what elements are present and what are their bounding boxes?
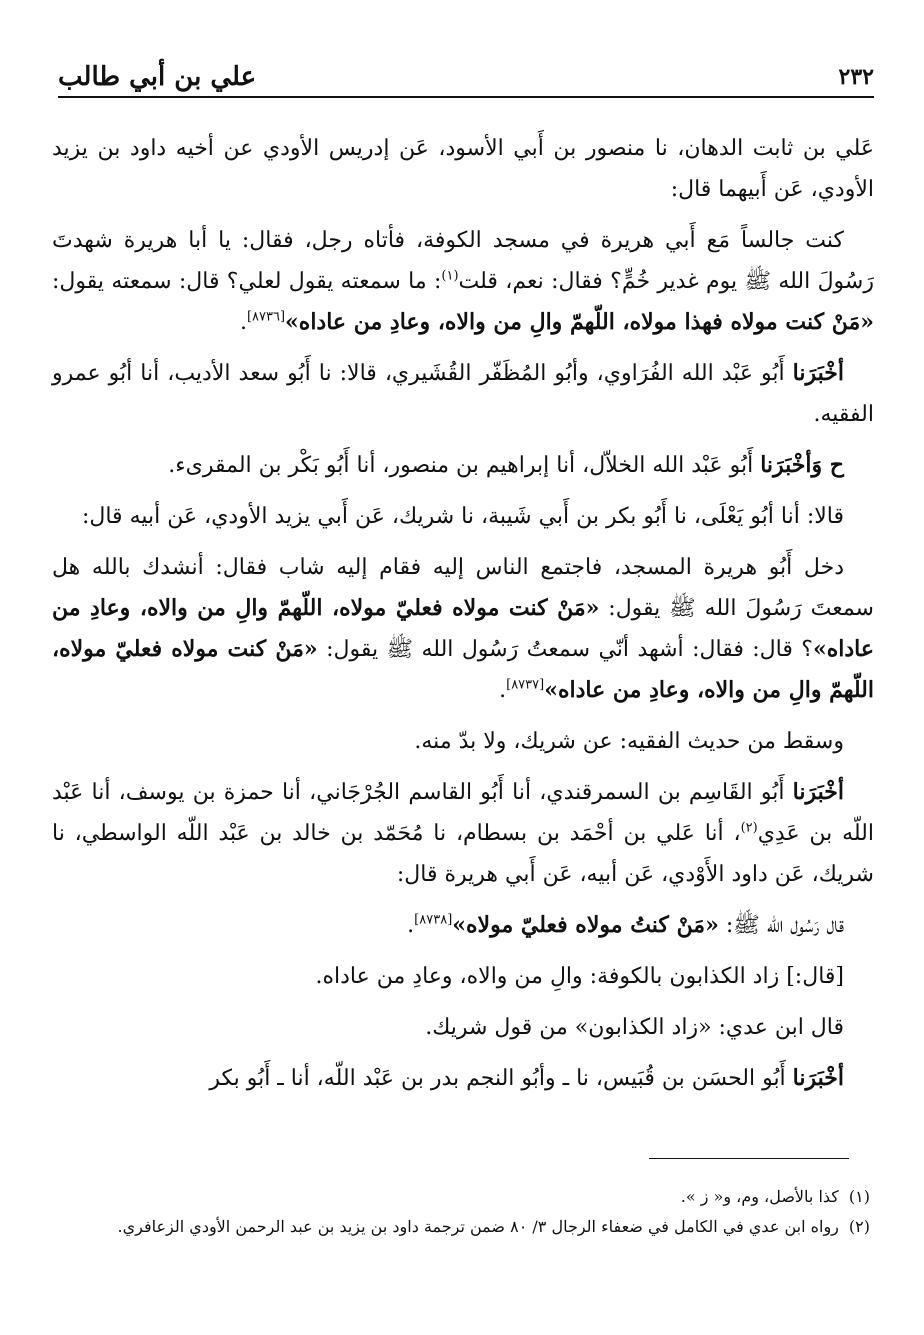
footnote-2	[56, 1212, 870, 1242]
paragraph-note	[52, 721, 874, 762]
akhbarana-keyword: أخْبَرَنا	[792, 1065, 844, 1091]
paragraph-hadith-2	[52, 547, 874, 711]
footnote-number: (٢)	[848, 1217, 870, 1236]
narration-text: دخل أَبُو هريرة المسجد، فاجتمع الناس إليه فقام إليه شاب فقال: أنشدك بالله هل سمعتَ رَسُولَ الله ﷺ يقول:	[52, 555, 874, 621]
isnad-text: قالا: أنا أبُو يَعْلَى، نا أَبُو بكر بن أَبي شَيبة، نا شريك، عَن أَبي يزيد الأودي، عَن أبيه قال:	[81, 504, 844, 529]
hadith-reference-number: [٨٧٣٦]	[246, 309, 286, 325]
punctuation: .	[239, 310, 247, 335]
footnote-number: (١)	[848, 1187, 870, 1206]
footnote-marker-1: (١)	[441, 268, 459, 284]
paragraph-chain-2	[52, 353, 874, 435]
note-text: قال ابن عدي: «زاد الكذابون» من قول شريك.	[425, 1015, 844, 1040]
paragraph-note	[52, 956, 874, 997]
footnotes	[56, 1182, 870, 1242]
akhbarana-keyword: أخْبَرَنا	[792, 779, 844, 805]
isnad-text: أَبُو الحسَن بن قُبَيس، نا ـ وأبُو النجم بدر بن عَبْد اللّه، أنا ـ أَبُو بكر	[209, 1066, 793, 1091]
isnad-text: أَبُو عَبْد الله الخلاّل، أنا إبراهيم بن منصور، أنا أَبُو بَكْر بن المقرىء.	[168, 453, 761, 478]
footnote-marker-2: (٢)	[740, 820, 758, 836]
paragraph-chain-3	[52, 445, 874, 486]
paragraph-note	[52, 1007, 874, 1048]
isnad-text: ، أنا عَلي بن أحْمَد بن بسطام، نا مُحَمّد بن خالد بن عَبْد اللّه الواسطي، نا شريك، عَن داود الأَوْدي، عَن أبيه، عَن أَبي هريرة قال:	[52, 821, 874, 887]
akhbarana-keyword: أخْبَرَنا	[792, 360, 844, 386]
footnote-text: رواه ابن عدي في الكامل في ضعفاء الرجال ٣/ ٨٠ ضمن ترجمة داود بن يزيد بن عبد الرحمن الأودي الزعافري.	[117, 1217, 839, 1236]
isnad-text: أَبُو عَبْد الله الفُرَاوي، وأبُو المُظَفّر القُشَيري، قالا: نا أَبُو سعد الأديب، أنا أبُو عمرو الفقيه.	[52, 361, 874, 427]
footnote-text: كذا بالأصل، وم، و« ز ».	[680, 1187, 839, 1206]
paragraph-chain-5	[52, 772, 874, 895]
paragraph-hadith-1	[52, 220, 874, 343]
page-header	[58, 56, 874, 98]
main-text	[52, 128, 874, 1109]
hadith-reference-number: [٨٧٣٨]	[414, 912, 453, 928]
hadith-quote: «مَنْ كنت مولاه فعليّ مولاه، اللّهمّ والِ من والاه، وعادِ من عاداه»	[52, 595, 874, 662]
paragraph-chain-6	[52, 1058, 874, 1099]
isnad-text: أَبُو القَاسِم بن السمرقندي، أنا أَبُو القاسم الجُرْجَاني، أنا حمزة بن يوسف، أنا عَبْد اللّه بن عَدِي	[52, 780, 874, 846]
running-title: علي بن أبي طالب	[58, 62, 257, 92]
paragraph-chain-4	[52, 496, 874, 537]
paragraph-hadith-3	[52, 905, 874, 946]
punctuation: .	[499, 678, 507, 703]
hadith-quote: «مَنْ كنتُ مولاه فعليّ مولاه»	[452, 912, 719, 938]
hadith-quote: «مَنْ كنت مولاه فهذا مولاه، اللّهمّ والِ من والاه، وعادِ من عاداه»	[285, 309, 874, 335]
note-text: [قال:] زاد الكذابون بالكوفة: والِ من والاه، وعادِ من عاداه.	[315, 964, 844, 989]
note-text: وسقط من حديث الفقيه: عن شريك، ولا بدّ منه.	[414, 729, 844, 754]
paragraph-chain-1	[52, 128, 874, 210]
narration-text: كنت جالساً مَع أَبي هريرة في مسجد الكوفة، فأتاه رجل، فقال: يا أبا هريرة شهدتَ رَسُولَ الله ﷺ يوم غدير خُمٍّ؟ فقال: نعم، قلت	[52, 228, 874, 294]
narration-text: ؟ قال: فقال: أشهد أنّي سمعتُ رَسُول الله ﷺ يقول:	[317, 637, 813, 662]
punctuation: .	[407, 913, 415, 938]
hadith-reference-number: [٨٧٣٧]	[506, 677, 545, 693]
narration-text: قال رَسُول الله ﷺ:	[718, 913, 844, 938]
hadith-quote: «مَنْ كنت مولاه فعليّ مولاه، اللّهمّ والِ من والاه، وعادِ من عاداه»	[52, 636, 874, 703]
akhbarana-keyword: ح وَأخْبَرَنا	[760, 452, 844, 478]
footnote-1	[56, 1182, 870, 1212]
footnote-divider	[649, 1158, 849, 1159]
isnad-text: عَلي بن ثابت الدهان، نا منصور بن أَبي الأسود، عَن إدريس الأودي عن أخيه داود بن يزيد الأودي، عَن أَبيهما قال:	[52, 136, 874, 202]
narration-text: : ما سمعته يقول لعلي؟ قال: سمعته يقول:	[52, 269, 442, 294]
page-number: ٢٣٢	[838, 64, 874, 90]
